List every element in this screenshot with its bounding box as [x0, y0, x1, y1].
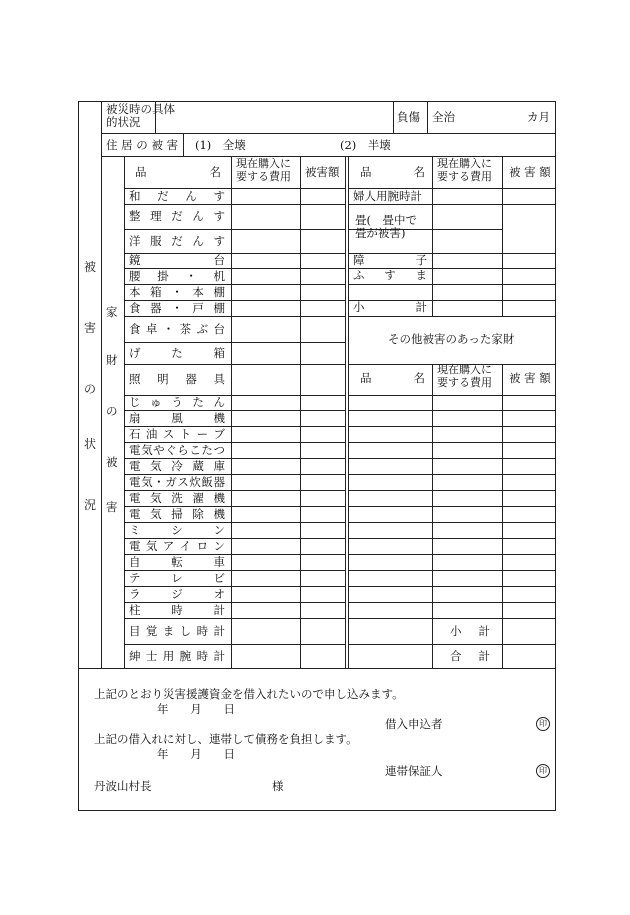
column-header-cost-line: 現在購入に: [236, 157, 291, 170]
household-item-label-char: 計: [213, 649, 225, 663]
household-item-label-char: 覚: [145, 624, 158, 638]
household-item-label-char: 鏡: [129, 253, 141, 267]
household-item-label-char: 電: [129, 507, 141, 521]
household-item-label-char: ト: [179, 427, 192, 441]
household-item-label-char: ン: [213, 539, 225, 553]
table-rule: [124, 586, 346, 587]
household-item-label-char: 自: [129, 555, 141, 569]
specific-situation-label-line: 被災時の具体: [106, 102, 175, 116]
household-item-label-char: 本: [129, 285, 141, 299]
household-item-label-char: 棚: [213, 285, 225, 299]
column-header-cost-line: 要する費用: [236, 169, 291, 183]
household-item-label-char: 蔵: [192, 459, 204, 473]
household-item-label-char: 庫: [213, 459, 225, 473]
household-item-label-char: だ: [171, 234, 183, 248]
household-item-label-char: 器: [185, 372, 197, 386]
household-item-label-char: た: [201, 443, 213, 457]
household-item-label-char: 時: [196, 624, 209, 638]
column-header-cost-line: 現在購入に: [437, 157, 492, 170]
column-header-item-char: 品: [135, 165, 147, 179]
table-rule: [348, 474, 556, 475]
household-item-label-char: ミ: [129, 523, 141, 537]
section-title-char: 被: [84, 260, 97, 274]
table-rule: [427, 101, 428, 134]
household-column-rule: [124, 156, 125, 669]
household-item-label: [129, 460, 225, 473]
subtotal-label-char: 小: [450, 624, 462, 638]
household-item-label-char: オ: [213, 587, 225, 601]
guarantor-date-label: [157, 748, 235, 761]
household-item-label-char: ・: [162, 322, 175, 336]
table-rule: [124, 522, 346, 523]
household-item-label-char: だ: [157, 189, 169, 203]
section-title-char: 状: [84, 437, 97, 451]
table-rule: [348, 426, 556, 427]
household-item-label-char: 電: [129, 539, 141, 553]
household-item-label-char: 具: [213, 372, 225, 386]
household-item-label-char: 風: [171, 411, 183, 425]
household-item-label-char: 和: [129, 189, 141, 203]
household-item-label-char: 台: [213, 322, 225, 336]
household-item-label-char: 箱: [213, 346, 225, 360]
household-item-label: [129, 323, 225, 336]
household-item-label-char: 転: [171, 555, 183, 569]
application-date-label: [157, 703, 235, 716]
table-rule: [348, 410, 556, 411]
table-rule: [348, 602, 556, 603]
table-rule: [348, 570, 556, 571]
household-item-label: [353, 254, 427, 267]
table-rule: [348, 618, 556, 619]
household-item-label-char: 器: [150, 301, 162, 315]
household-item-label: [129, 508, 225, 521]
subtotal-label-char: 計: [415, 300, 427, 314]
guarantor-date-label-char: 年: [157, 747, 169, 761]
household-item-label-char: 掃: [171, 507, 183, 521]
household-item-label: [129, 254, 225, 267]
specific-situation-label: [106, 103, 175, 129]
household-item-label-char: 服: [150, 234, 162, 248]
household-item-label-char: 台: [213, 253, 225, 267]
household-item-label-char: や: [153, 443, 165, 457]
household-item-label: [129, 492, 225, 505]
column-header-item: [135, 166, 221, 179]
household-item-label-char: 時: [171, 603, 183, 617]
table-rule: [124, 668, 346, 669]
table-rule: [124, 204, 346, 205]
household-item-label-char: 電: [129, 443, 141, 457]
household-item-label-char: ん: [192, 209, 204, 223]
housing-option-half: (2) 半壊: [340, 138, 391, 152]
household-item-label-char: じ: [129, 395, 141, 409]
household-item-label: 婦人用腕時計: [353, 189, 422, 203]
household-item-label-char: 飯: [201, 475, 213, 489]
household-item-label-char: 卓: [145, 322, 158, 336]
household-item-label: [129, 373, 225, 386]
section-title-char: の: [84, 382, 97, 396]
household-item-label: [129, 604, 225, 617]
injury-label: 負傷: [397, 110, 420, 124]
household-title-char: 害: [106, 500, 118, 514]
household-item-label-char: レ: [171, 571, 183, 585]
household-item-label: [353, 269, 427, 282]
table-rule: [348, 644, 556, 645]
household-item-label-char: ん: [213, 395, 225, 409]
household-item-label-char: だ: [171, 209, 183, 223]
table-rule: [502, 156, 503, 317]
household-title-char: 家: [106, 305, 118, 319]
household-item-label: [129, 190, 225, 203]
household-item-label-char: 掛: [157, 269, 169, 283]
household-item-label-char: ビ: [213, 571, 225, 585]
household-item-label-char: ス: [162, 427, 175, 441]
household-item-label: [129, 286, 225, 299]
table-rule: [348, 395, 556, 396]
household-title-char: 被: [106, 455, 118, 469]
household-item-label-char: す: [213, 234, 225, 248]
household-item-label-char: 柱: [129, 603, 141, 617]
household-item-label-char: 目: [129, 624, 141, 638]
household-item-label-char: ぐ: [165, 443, 177, 457]
household-item-label-char: う: [171, 395, 183, 409]
household-item-label-char: 油: [145, 427, 158, 441]
guarantor-date-label-char: 日: [223, 747, 235, 761]
household-item-label-char: ゅ: [150, 395, 162, 409]
table-rule: [124, 618, 346, 619]
household-item-label: [129, 572, 225, 585]
household-item-label-char: 気: [145, 539, 158, 553]
table-rule: [393, 101, 394, 134]
section-title-char: 害: [84, 321, 97, 335]
household-item-label: [129, 235, 225, 248]
column-header-item: [360, 166, 425, 179]
household-item-label-char: 茶: [179, 322, 192, 336]
household-item-label-char: 本: [192, 285, 204, 299]
table-rule: [348, 490, 556, 491]
household-item-label-char: 洋: [129, 234, 141, 248]
table-rule: [124, 342, 346, 343]
household-item-label: [129, 556, 225, 569]
household-item-label: [129, 412, 225, 425]
household-item-label: [129, 650, 225, 663]
household-item-label-char: 機: [213, 491, 225, 505]
applicant-seal-icon: 印: [536, 717, 550, 731]
household-item-label-char: 気: [150, 459, 162, 473]
household-item-label-char: ふ: [353, 268, 365, 282]
housing-option-full: (1) 全壊: [195, 138, 246, 152]
household-item-label-char: シ: [171, 523, 183, 537]
table-rule: [348, 442, 556, 443]
table-rule: [432, 156, 433, 317]
table-rule: [348, 538, 556, 539]
subtotal-label-char: 計: [478, 624, 490, 638]
household-item-label-char: 障: [353, 253, 365, 267]
household-item-label-char: す: [213, 189, 225, 203]
household-item-label-char: 冷: [171, 459, 183, 473]
table-rule: [348, 586, 556, 587]
table-rule: [345, 156, 346, 669]
table-rule: [124, 554, 346, 555]
household-item-label-char: ・: [185, 269, 197, 283]
household-item-label-char: ま: [415, 268, 427, 282]
household-item-label-char: 時: [196, 649, 209, 663]
household-item-label-char: 機: [213, 507, 225, 521]
table-rule: [348, 506, 556, 507]
household-item-label: [129, 347, 225, 360]
table-rule: [124, 570, 346, 571]
specific-situation-label-line: 的状況: [106, 115, 141, 129]
table-rule: [124, 426, 346, 427]
household-item-label-char: こ: [189, 443, 201, 457]
applicant-label: 借入申込者: [385, 717, 443, 731]
full-recovery-label: 全治: [432, 110, 455, 124]
household-item-label-char: 明: [157, 372, 169, 386]
household-item-label-char: 食: [129, 322, 141, 336]
household-item-label-char: 計: [213, 603, 225, 617]
household-item-label-char: ラ: [129, 587, 141, 601]
table-rule: [348, 522, 556, 523]
column-header-cost-line: 要する費用: [437, 169, 492, 183]
household-item-label-char: し: [179, 624, 192, 638]
table-rule: [300, 156, 301, 669]
household-item-label-char: す: [213, 209, 225, 223]
household-title-char: 財: [106, 353, 118, 367]
household-item-label-char: 石: [129, 427, 141, 441]
household-item-label-char: ア: [162, 539, 175, 553]
household-item-label-char: 戸: [192, 301, 204, 315]
column-header-item-char: 品: [360, 165, 372, 179]
household-item-label-char: 子: [415, 253, 427, 267]
column-header-cost: [236, 158, 291, 183]
household-item-label-char: 炊: [189, 475, 201, 489]
household-item-label-char: 整: [129, 209, 141, 223]
table-rule: [348, 554, 556, 555]
application-date-label-char: 年: [157, 702, 169, 716]
household-item-label-char: た: [171, 346, 183, 360]
household-item-label-char: ー: [196, 427, 209, 441]
household-item-label-char: ん: [185, 189, 197, 203]
table-rule: [348, 156, 349, 669]
household-item-label-char: 腰: [129, 269, 141, 283]
outer-border-left: [78, 101, 79, 811]
months-label: カ月: [527, 110, 550, 124]
household-item-label: [129, 625, 225, 638]
table-rule: [124, 410, 346, 411]
housing-damage-label: 住 居 の 被 害: [106, 138, 179, 152]
household-item-label: [129, 396, 225, 409]
outer-border-bottom: [78, 810, 556, 811]
household-item-label-char: つ: [213, 443, 225, 457]
total-label-char: 合: [450, 649, 462, 663]
household-item-label-char: 電: [129, 475, 141, 489]
addressee-label: 丹波山村長: [94, 779, 152, 793]
table-rule: [348, 316, 556, 317]
total-label: [450, 650, 490, 663]
table-rule: [348, 458, 556, 459]
guarantee-statement: 上記の借入れに対し、連帯して債務を負担します。: [94, 732, 358, 746]
household-item-label-char: ジ: [171, 587, 183, 601]
household-item-label-char: 車: [213, 555, 225, 569]
household-item-label-char: 電: [129, 459, 141, 473]
table-rule: [124, 156, 346, 157]
household-item-label-char: 洗: [171, 491, 183, 505]
tatami-label-line: 畳が被害): [355, 226, 406, 240]
tatami-label: [355, 214, 417, 240]
household-item-label-char: ま: [162, 624, 175, 638]
table-rule: [124, 316, 346, 317]
subtotal-label: [450, 625, 490, 638]
household-item-label: [129, 476, 225, 489]
household-item-label-char: 機: [213, 411, 225, 425]
table-rule: [124, 602, 346, 603]
column-header-damage: 被害額: [305, 165, 340, 179]
table-rule: [231, 156, 232, 669]
household-item-label-char: た: [192, 395, 204, 409]
column-header-damage: 被 害 額: [509, 165, 551, 179]
guarantor-date-label-char: 月: [190, 747, 202, 761]
household-item-label-char: 食: [129, 301, 141, 315]
table-rule: [124, 644, 346, 645]
household-item-label-char: 器: [213, 475, 225, 489]
outer-border-right: [555, 101, 556, 811]
guarantor-seal-icon: 印: [536, 764, 550, 778]
household-item-label-char: 気: [150, 491, 162, 505]
total-label-char: 計: [478, 649, 490, 663]
table-rule: [183, 133, 184, 157]
household-item-label-char: ん: [192, 234, 204, 248]
household-item-label-char: イ: [179, 539, 192, 553]
household-item-label-char: 濯: [192, 491, 204, 505]
household-item-label-char: 用: [162, 649, 175, 663]
household-item-label-char: 照: [129, 372, 141, 386]
household-item-label-char: ロ: [196, 539, 209, 553]
household-item-label-char: 電: [129, 491, 141, 505]
column-header-item-char: 名: [413, 371, 425, 385]
row-rule: [101, 133, 556, 134]
household-title-char: の: [106, 404, 118, 418]
application-date-label-char: 日: [223, 702, 235, 716]
household-item-label-char: ブ: [213, 427, 225, 441]
table-rule: [124, 538, 346, 539]
guarantor-label: 連帯保証人: [385, 764, 443, 778]
household-item-label: [129, 302, 225, 315]
household-item-label: [129, 588, 225, 601]
column-header-cost: [437, 158, 492, 183]
column-header-item-char: 品: [360, 371, 372, 385]
household-item-label-char: 扇: [129, 411, 141, 425]
household-item-label-char: テ: [129, 571, 141, 585]
other-damage-title: その他被害のあった家財: [388, 332, 515, 346]
household-item-label: [129, 210, 225, 223]
table-rule: [124, 229, 346, 230]
household-item-label-char: 腕: [179, 649, 192, 663]
household-item-label-char: ガ: [165, 475, 177, 489]
household-item-label-char: 棚: [213, 301, 225, 315]
household-item-label-char: ぶ: [196, 322, 209, 336]
household-item-label-char: 気: [150, 507, 162, 521]
household-item-label: [129, 524, 225, 537]
tatami-label-line: 畳( 畳中で: [355, 213, 417, 227]
household-item-label-char: 机: [213, 269, 225, 283]
column-header-item-char: 名: [413, 165, 425, 179]
column-header-item: [360, 372, 425, 385]
household-item-label-char: 計: [213, 624, 225, 638]
household-item-label-char: す: [384, 268, 396, 282]
household-item-label-char: ・: [171, 301, 183, 315]
household-item-label-char: げ: [129, 346, 141, 360]
table-rule: [124, 364, 346, 365]
household-item-label-char: 気: [141, 443, 153, 457]
section-column-rule: [101, 101, 102, 669]
household-item-label: [129, 428, 225, 441]
application-date-label-char: 月: [190, 702, 202, 716]
subtotal-label: [353, 301, 427, 314]
table-rule: [348, 284, 556, 285]
household-item-label-char: 箱: [150, 285, 162, 299]
column-header-cost-line: 現在購入に: [437, 363, 492, 376]
household-item-label-char: ン: [213, 523, 225, 537]
subtotal-label-char: 小: [353, 300, 365, 314]
household-item-label-char: 紳: [129, 649, 141, 663]
household-item-label-char: ・: [171, 285, 183, 299]
household-item-label-char: ス: [177, 475, 189, 489]
application-statement: 上記のとおり災害援護資金を借入れたいので申し込みます。: [94, 687, 404, 701]
column-header-cost-line: 要する費用: [437, 375, 492, 389]
household-item-label: [129, 270, 225, 283]
honorific-label: 様: [272, 779, 284, 793]
household-item-label-char: 気: [141, 475, 153, 489]
household-item-label-char: ・: [153, 475, 165, 489]
household-item-label-char: 理: [150, 209, 162, 223]
table-rule: [348, 204, 556, 205]
household-item-label-char: 除: [192, 507, 204, 521]
household-item-label-char: 士: [145, 649, 158, 663]
household-item-label: [129, 444, 225, 457]
household-item-label: [129, 540, 225, 553]
column-header-damage: 被 害 額: [509, 371, 551, 385]
column-header-item-char: 名: [209, 165, 221, 179]
column-header-cost: [437, 364, 492, 389]
section-title-char: 況: [84, 498, 97, 512]
household-item-label-char: ら: [177, 443, 189, 457]
